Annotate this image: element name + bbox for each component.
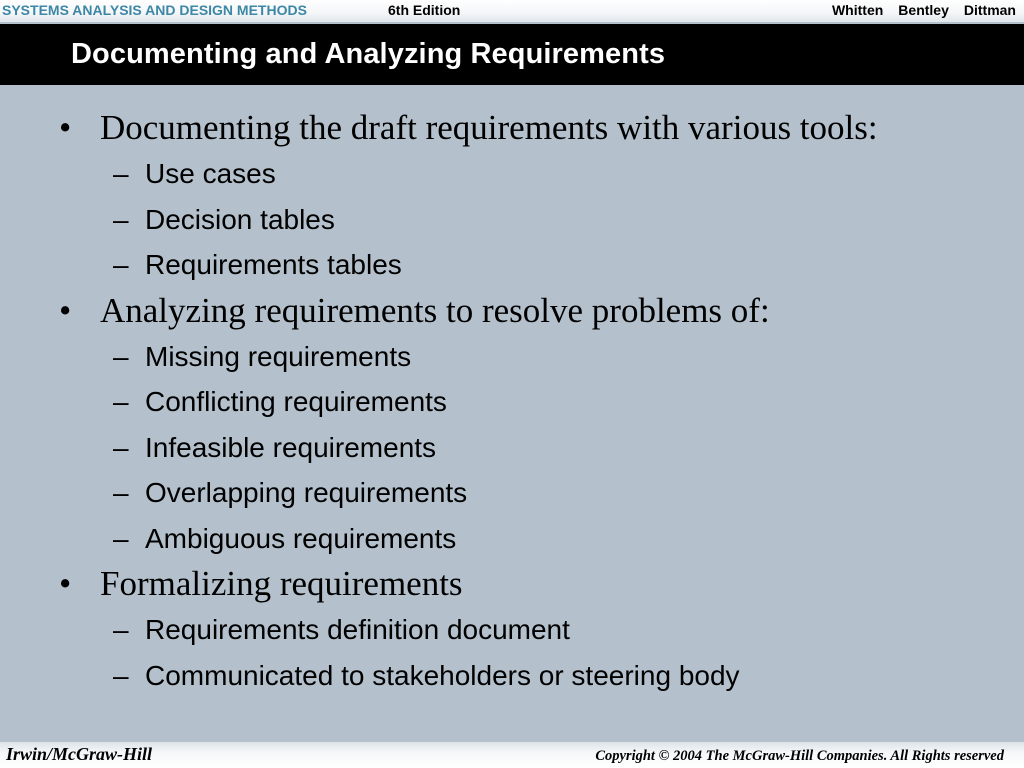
sub-item-text: Infeasible requirements xyxy=(145,431,437,463)
sub-item-text: Use cases xyxy=(145,158,276,189)
sub-item xyxy=(0,428,1024,474)
sub-item xyxy=(0,473,1024,519)
sub-dash: – xyxy=(113,659,129,691)
sub-item xyxy=(0,656,1024,702)
copyright-notice: Copyright © 2004 The McGraw-Hill Companies. All Rights reserved xyxy=(595,748,1004,764)
author-name: Bentley xyxy=(898,2,949,18)
sub-item xyxy=(0,337,1024,383)
sub-item-text: Requirements tables xyxy=(145,249,402,280)
sub-item xyxy=(0,610,1024,656)
sub-dash: – xyxy=(113,614,129,645)
sub-item xyxy=(0,200,1024,246)
sub-dash: – xyxy=(113,158,129,189)
bullet-item xyxy=(0,108,1024,154)
bullet-dot: • xyxy=(59,564,72,603)
sub-dash: – xyxy=(113,386,129,417)
sub-item-text: Decision tables xyxy=(145,203,335,235)
author-name: Whitten xyxy=(831,2,884,18)
bullet-text: Documenting the draft requirements with various tools: xyxy=(100,108,878,147)
sub-item-text: Communicated to stakeholders or steering body xyxy=(145,659,740,691)
sub-item-text: Conflicting requirements xyxy=(145,386,447,417)
bullet-item xyxy=(0,564,1024,610)
sub-dash: – xyxy=(113,431,129,463)
edition-label: 6th Edition xyxy=(388,2,461,18)
sub-item-text: Ambiguous requirements xyxy=(145,522,457,554)
bullet-text: Analyzing requirements to resolve problems of: xyxy=(100,290,770,330)
sub-dash: – xyxy=(113,203,129,235)
publisher-label: Irwin/McGraw-Hill xyxy=(6,744,153,764)
sub-dash: – xyxy=(113,522,129,554)
bullet-dot: • xyxy=(59,290,72,330)
sub-dash: – xyxy=(113,249,129,280)
sub-dash: – xyxy=(113,340,129,372)
sub-item-text: Requirements definition document xyxy=(145,614,570,645)
sub-dash: – xyxy=(113,477,129,508)
bullet-text: Formalizing requirements xyxy=(100,564,463,603)
title-bar xyxy=(0,24,1024,85)
authors xyxy=(832,2,1016,18)
sub-item-text: Missing requirements xyxy=(145,340,412,372)
series-title: SYSTEMS ANALYSIS AND DESIGN METHODS xyxy=(2,2,307,18)
author-name: Dittman xyxy=(963,2,1016,18)
bullet-item xyxy=(0,291,1024,337)
slide-title: Documenting and Analyzing Requirements xyxy=(71,38,666,70)
sub-item xyxy=(0,382,1024,428)
sub-item-text: Overlapping requirements xyxy=(145,477,468,508)
bullet-dot: • xyxy=(59,108,72,147)
sub-item xyxy=(0,245,1024,291)
sub-item xyxy=(0,154,1024,200)
sub-item xyxy=(0,519,1024,565)
slide-content xyxy=(0,108,1024,701)
